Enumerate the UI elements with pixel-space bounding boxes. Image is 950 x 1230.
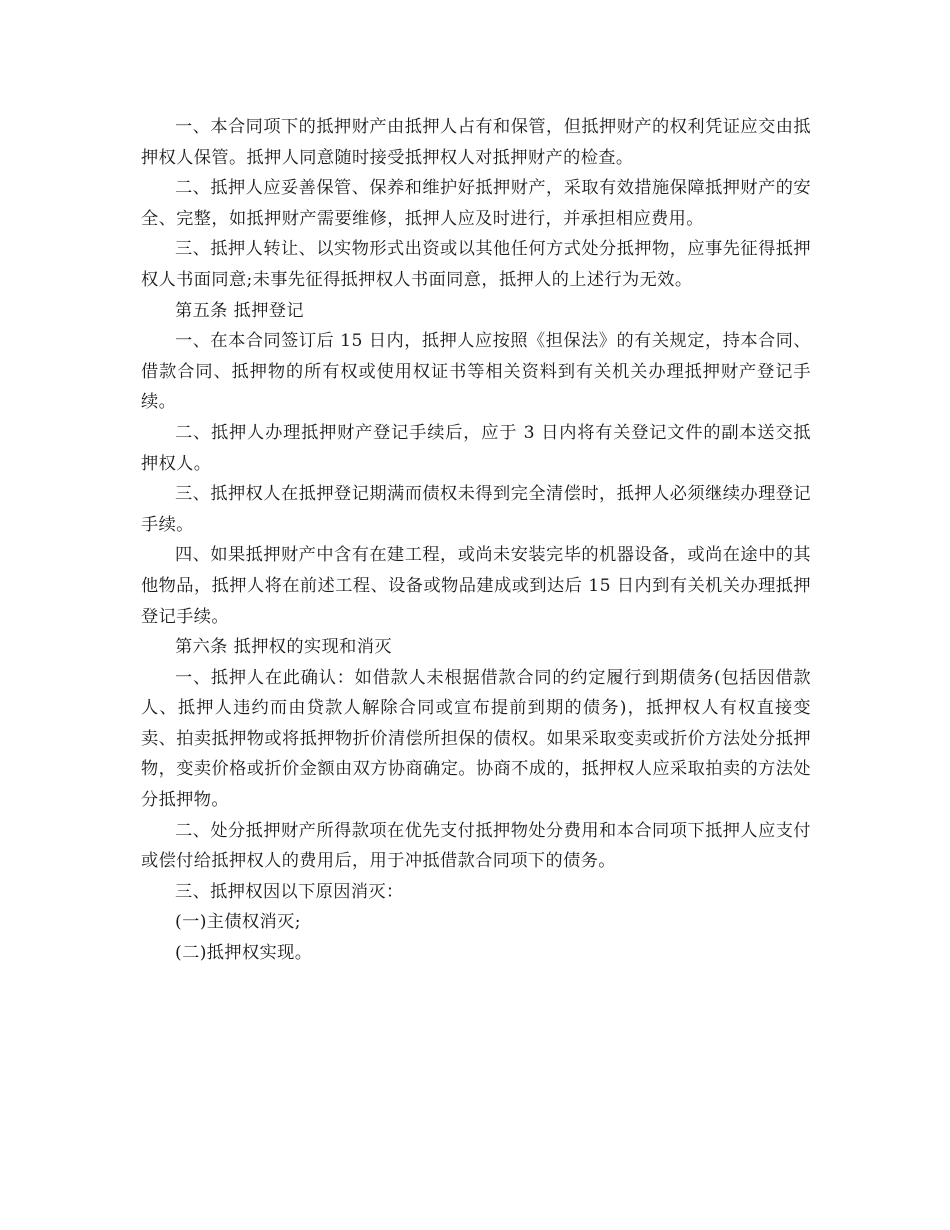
clause-6-heading: 第六条 抵押权的实现和消灭	[175, 637, 392, 658]
clause-6-item-2: 二、处分抵押财产所得款项在优先支付抵押物处分费用和本合同项下抵押人应支付或偿付给抵押权人的费用后，用于冲抵借款合同项下的债务。	[141, 820, 811, 872]
clause-4-item-1: 一、本合同项下的抵押财产由抵押人占有和保管，但抵押财产的权利凭证应交由抵押权人保管。抵押人同意随时接受抵押权人对抵押财产的检查。	[141, 117, 811, 168]
clause-5-item-4: 四、如果抵押财产中含有在建工程，或尚未安装完毕的机器设备，或尚在途中的其他物品，抵押人将在前述工程、设备或物品建成或到达后 15 日内到有关机关办理抵押登记手续。	[141, 545, 811, 627]
clause-4-item-3: 三、抵押人转让、以实物形式出资或以其他任何方式处分抵押物，应事先征得抵押权人书面同意;未事先征得抵押权人书面同意，抵押人的上述行为无效。	[141, 239, 811, 290]
clause-5-item-1: 一、在本合同签订后 15 日内，抵押人应按照《担保法》的有关规定，持本合同、借款合同、抵押物的所有权或使用权证书等相关资料到有关机关办理抵押财产登记手续。	[141, 331, 811, 413]
clause-6-item-3-sub-1: (一)主债权消灭;	[175, 912, 301, 933]
clause-5-heading: 第五条 抵押登记	[175, 300, 304, 321]
clause-6-item-3: 三、抵押权因以下原因消灭：	[175, 881, 404, 902]
clause-6-item-1: 一、抵押人在此确认：如借款人未根据借款合同的约定履行到期债务(包括因借款人、抵押人违约而由贷款人解除合同或宣布提前到期的债务)，抵押权人有权直接变卖、拍卖抵押物或将抵押物折价清偿所担保的债权。如果采取变卖或折价方法处分抵押物，变卖价格或折价金额由双方协商确定。协商不成的，抵押权人应采取拍卖的方法处分抵押物。	[141, 667, 811, 811]
clause-4-item-2: 二、抵押人应妥善保管、保养和维护好抵押财产，采取有效措施保障抵押财产的安全、完整，如抵押财产需要维修，抵押人应及时进行，并承担相应费用。	[141, 178, 811, 229]
clause-5-item-3: 三、抵押权人在抵押登记期满而债权未得到完全清偿时，抵押人必须继续办理登记手续。	[141, 484, 811, 535]
clause-5-item-2: 二、抵押人办理抵押财产登记手续后，应于 3 日内将有关登记文件的副本送交抵押权人。	[141, 422, 811, 474]
clause-6-item-3-sub-2: (二)抵押权实现。	[175, 943, 313, 964]
document-body	[141, 112, 811, 969]
